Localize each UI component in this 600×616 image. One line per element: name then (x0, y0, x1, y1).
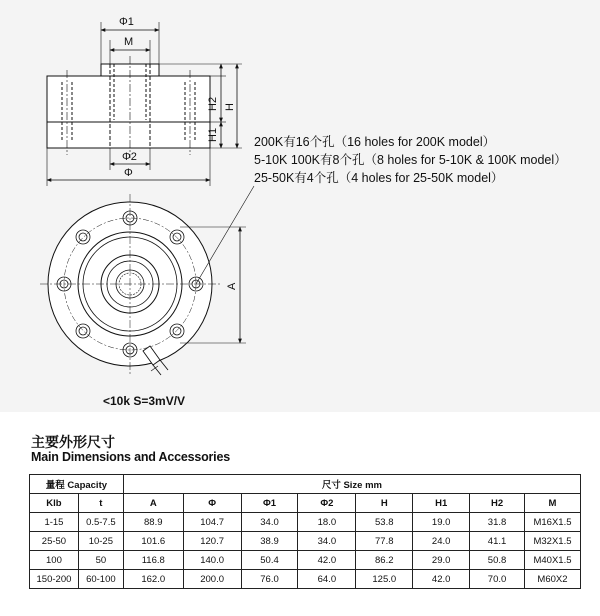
table-cell: 162.0 (123, 570, 183, 589)
table-cell: 25-50 (30, 532, 79, 551)
table-cell: 29.0 (413, 551, 470, 570)
table-cell: M16X1.5 (524, 513, 580, 532)
table-cell: 116.8 (123, 551, 183, 570)
column-header: Klb (30, 494, 79, 513)
table-cell: 104.7 (183, 513, 241, 532)
label-phi1: Φ1 (119, 16, 134, 28)
table-header-group-row (30, 475, 581, 494)
table-cell: 0.5-7.5 (78, 513, 123, 532)
table-cell: 77.8 (356, 532, 413, 551)
table-cell: 86.2 (356, 551, 413, 570)
table-cell: 76.0 (241, 570, 298, 589)
column-header: Φ2 (298, 494, 356, 513)
label-h2: H2 (207, 96, 219, 111)
table-cell: 150-200 (30, 570, 79, 589)
column-header: Φ (183, 494, 241, 513)
note-25-50k: 25-50K有4个孔（4 holes for 25-50K model） (254, 171, 504, 185)
label-phi: Φ (124, 167, 133, 179)
table-cell: 24.0 (413, 532, 470, 551)
column-header: H2 (470, 494, 525, 513)
table-cell: 50 (78, 551, 123, 570)
table-cell: 60-100 (78, 570, 123, 589)
table-cell: 1-15 (30, 513, 79, 532)
table-column-header-row (30, 494, 581, 513)
table-row (30, 532, 581, 551)
column-header: H (356, 494, 413, 513)
table-cell: 100 (30, 551, 79, 570)
table-cell: M40X1.5 (524, 551, 580, 570)
label-h1: H1 (207, 127, 219, 142)
table-cell: M60X2 (524, 570, 580, 589)
note-200k: 200K有16个孔（16 holes for 200K model） (254, 135, 496, 149)
table-cell: 200.0 (183, 570, 241, 589)
label-phi2: Φ2 (122, 151, 137, 163)
table-cell: 38.9 (241, 532, 298, 551)
size-header: 尺寸 Size mm (123, 475, 580, 494)
table-cell: 50.4 (241, 551, 298, 570)
top-view (40, 186, 254, 375)
table-cell: 53.8 (356, 513, 413, 532)
label-h: H (224, 103, 236, 111)
table-cell: 101.6 (123, 532, 183, 551)
table-cell: 42.0 (413, 570, 470, 589)
drawing-caption: <10k S=3mV/V (103, 394, 186, 408)
label-m: M (124, 36, 134, 48)
dimensions-table (29, 474, 581, 589)
table-cell: 120.7 (183, 532, 241, 551)
table-row (30, 513, 581, 532)
table-cell: 50.8 (470, 551, 525, 570)
column-header: t (78, 494, 123, 513)
column-header: Φ1 (241, 494, 298, 513)
table-cell: 19.0 (413, 513, 470, 532)
table-cell: 34.0 (241, 513, 298, 532)
table-cell: 125.0 (356, 570, 413, 589)
table-cell: 140.0 (183, 551, 241, 570)
table-row (30, 570, 581, 589)
table-cell: 34.0 (298, 532, 356, 551)
table-cell: 41.1 (470, 532, 525, 551)
note-5-10k: 5-10K 100K有8个孔（8 holes for 5-10K & 100K model） (254, 153, 567, 167)
table-cell: 42.0 (298, 551, 356, 570)
label-a: A (226, 282, 238, 290)
table-row (30, 551, 581, 570)
table-cell: 10-25 (78, 532, 123, 551)
section-title-en: Main Dimensions and Accessories (31, 450, 230, 464)
column-header: H1 (413, 494, 470, 513)
table-cell: M32X1.5 (524, 532, 580, 551)
capacity-header: 量程 Capacity (30, 475, 124, 494)
column-header: A (123, 494, 183, 513)
section-title-cn: 主要外形尺寸 (31, 435, 115, 451)
column-header: M (524, 494, 580, 513)
table-cell: 18.0 (298, 513, 356, 532)
table-cell: 64.0 (298, 570, 356, 589)
table-cell: 31.8 (470, 513, 525, 532)
table-cell: 70.0 (470, 570, 525, 589)
table-cell: 88.9 (123, 513, 183, 532)
